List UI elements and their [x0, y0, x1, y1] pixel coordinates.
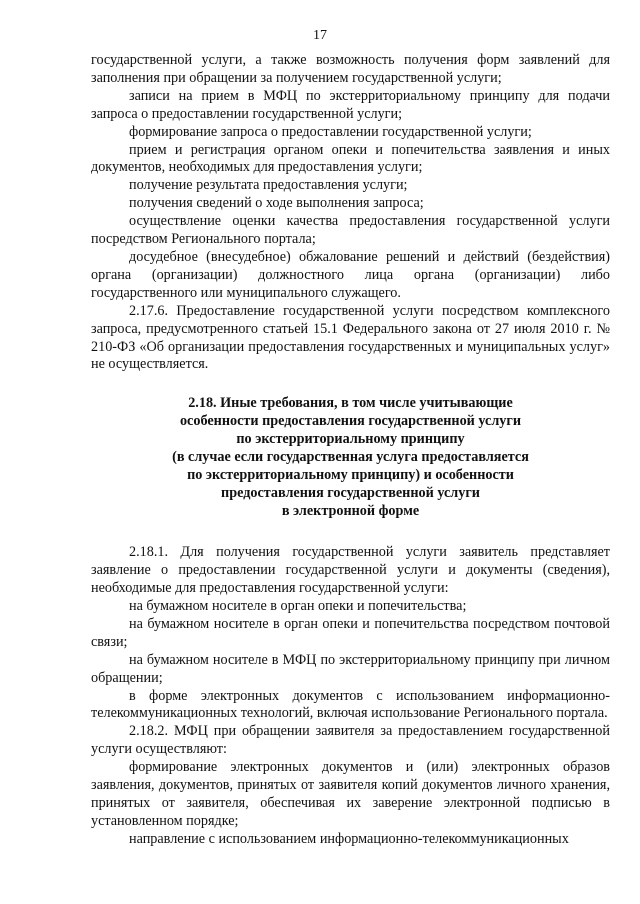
- paragraph: получения сведений о ходе выполнения запроса;: [129, 195, 424, 212]
- paragraph: осуществление оценки качества предоставления государственной услуги посредством Регионального портала;: [91, 213, 610, 248]
- paragraph-2-17-6: 2.17.6. Предоставление государственной услуги посредством комплексного запроса, предусмотренного статьей 15.1 Федерального закона от 27 июля 2010 г. № 210-ФЗ «Об организации предоставления государственных и муниципальных услуг» не осуществляется.: [91, 302, 610, 373]
- page-number: 17: [313, 28, 327, 43]
- heading-line: предоставления государственной услуги: [221, 485, 480, 502]
- paragraph: формирование электронных документов и (или) электронных образов заявления, документов, принятых от заявителя копий документов личного хранения, принятых от заявителя, обеспечивая их заверение электронной подписью в установленном порядке;: [91, 759, 610, 829]
- section-heading-2-18: [91, 394, 610, 520]
- heading-line: в электронной форме: [281, 503, 420, 520]
- heading-line: по экстерриториальному принципу) и особенности: [187, 467, 514, 484]
- paragraph: досудебное (внесудебное) обжалование решений и действий (бездействия) органа (организации) должностного лица органа (организации) либо государственного или муниципального служащего.: [91, 248, 610, 301]
- paragraph-cutoff: направление с использованием информационно-телекоммуникационных: [129, 830, 569, 847]
- document-body: [91, 52, 610, 849]
- paragraph: прием и регистрация органом опеки и попечительства заявления и иных документов, необходимых для предоставления услуги;: [91, 141, 610, 176]
- paragraph: на бумажном носителе в орган опеки и попечительства посредством почтовой связи;: [91, 615, 610, 650]
- paragraph: на бумажном носителе в МФЦ по экстерриториальному принципу при личном обращении;: [91, 651, 610, 686]
- paragraph: в форме электронных документов с использованием информационно-телекоммуникационных технологий, включая использование Регионального портала.: [91, 687, 610, 722]
- heading-line: особенности предоставления государственной услуги: [179, 413, 522, 430]
- paragraph: записи на прием в МФЦ по экстерриториальному принципу для подачи запроса о предоставлении государственной услуги;: [91, 87, 610, 122]
- heading-line: по экстерриториальному принципу: [236, 431, 465, 448]
- paragraph: на бумажном носителе в орган опеки и попечительства;: [129, 598, 467, 615]
- paragraph-2-18-1: 2.18.1. Для получения государственной услуги заявитель представляет заявление о предоставлении государственной услуги и документы (сведения), необходимые для предоставления государственной услуги:: [91, 544, 610, 597]
- heading-line: (в случае если государственная услуга предоставляется: [172, 449, 529, 466]
- heading-line: 2.18. Иные требования, в том числе учитывающие: [188, 395, 513, 412]
- paragraph-2-18-2: 2.18.2. МФЦ при обращении заявителя за предоставлением государственной услуги осуществляют:: [91, 723, 610, 758]
- paragraph: получение результата предоставления услуги;: [129, 177, 408, 194]
- paragraph-continuation: государственной услуги, а также возможность получения форм заявлений для заполнения при обращении за получением государственной услуги;: [91, 52, 610, 86]
- paragraph: формирование запроса о предоставлении государственной услуги;: [129, 123, 532, 140]
